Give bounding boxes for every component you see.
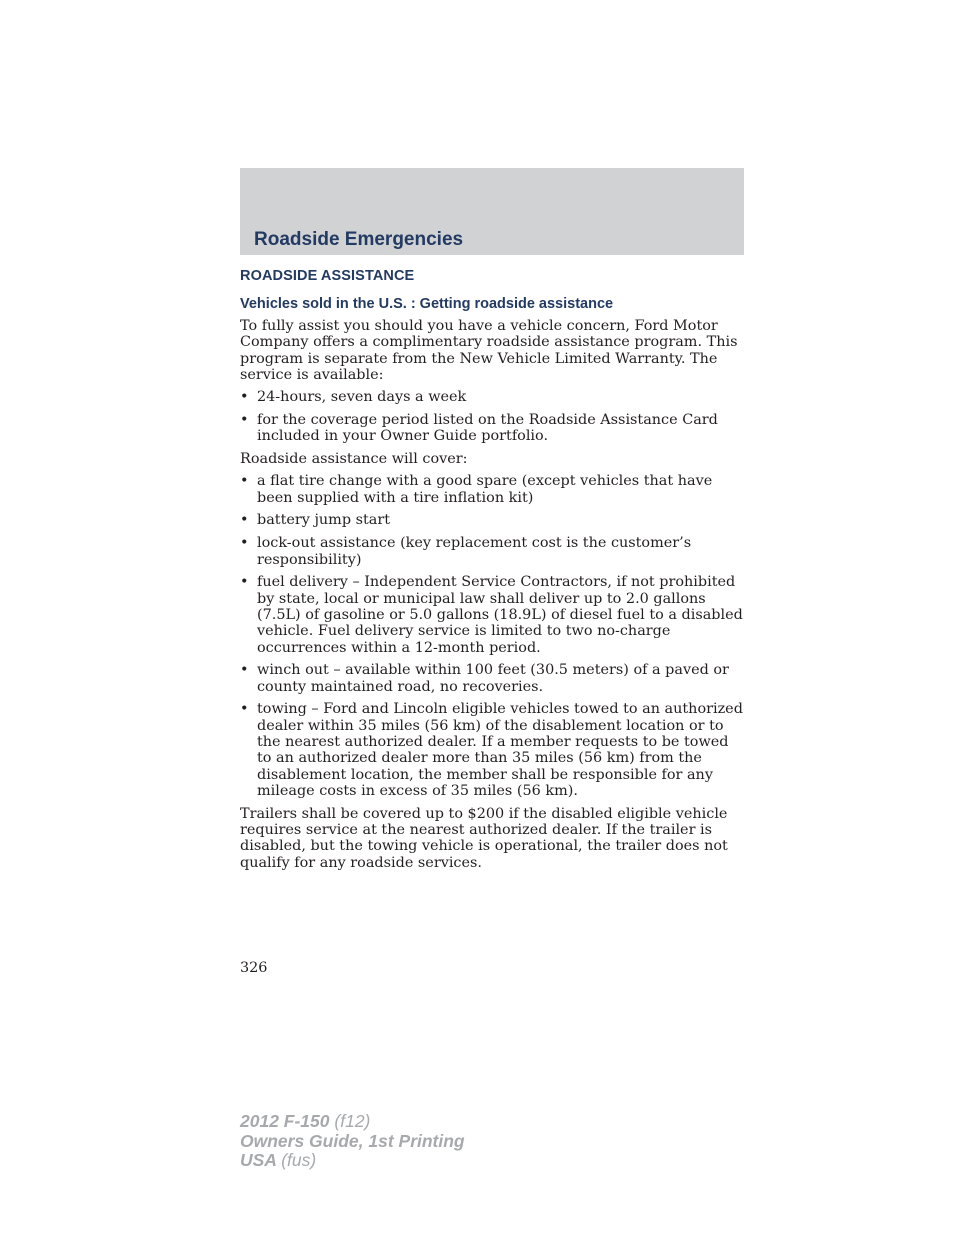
- list-item: • towing – Ford and Lincoln eligible vehicles towed to an authorized dealer within 35 miles (56 km) of the disablement location or to the nearest authorized dealer. If a member requests to be towed to an authorized dealer more than 35 miles (56 km) from the disablement location, the member shall be responsible for any mileage costs in excess of 35 miles (56 km).: [240, 701, 743, 799]
- intro-paragraph: To fully assist you should you have a vehicle concern, Ford Motor Company offers a complimentary roadside assistance program. This program is separate from the New Vehicle Limited Warranty. The service is available:: [240, 318, 738, 383]
- list-item: • winch out – available within 100 feet (30.5 meters) of a paved or county maintained road, no recoveries.: [240, 662, 729, 695]
- bullet-icon: •: [240, 574, 249, 591]
- footer-line-market: USA (fus): [240, 1150, 317, 1170]
- section-title: ROADSIDE ASSISTANCE: [240, 268, 415, 284]
- bullet-icon: •: [240, 662, 249, 679]
- footer-line-model: 2012 F-150 (f12): [240, 1111, 371, 1131]
- document-footer: [240, 1112, 465, 1171]
- page-content: [240, 268, 746, 877]
- bullet-icon: •: [240, 411, 249, 428]
- bullet-icon: •: [240, 512, 249, 529]
- list-item: • a flat tire change with a good spare (except vehicles that have been supplied with a tire inflation kit): [240, 473, 713, 506]
- bullet-icon: •: [240, 701, 249, 718]
- bullet-icon: •: [240, 535, 249, 552]
- list-item: • for the coverage period listed on the Roadside Assistance Card included in your Owner Guide portfolio.: [240, 411, 718, 445]
- page-number: 326: [240, 960, 268, 976]
- subsection-title: Vehicles sold in the U.S. : Getting roadside assistance: [240, 296, 614, 312]
- list-item: • 24-hours, seven days a week: [240, 389, 467, 406]
- list-item: • battery jump start: [240, 512, 391, 529]
- bullet-icon: •: [240, 473, 249, 490]
- cover-intro: Roadside assistance will cover:: [240, 451, 468, 468]
- bullet-icon: •: [240, 389, 249, 406]
- list-item: • fuel delivery – Independent Service Contractors, if not prohibited by state, local or municipal law shall deliver up to 2.0 gallons (7.5L) of gasoline or 5.0 gallons (18.9L) of diesel fuel to a disabled vehicle. Fuel delivery service is limited to two no-charge occurrences within a 12-month period.: [240, 574, 743, 656]
- chapter-header-band: [240, 168, 744, 255]
- chapter-title: Roadside Emergencies: [254, 229, 464, 250]
- trailer-note: Trailers shall be covered up to $200 if the disabled eligible vehicle requires service at the nearest authorized dealer. If the trailer is disabled, but the towing vehicle is operational, the trailer does not qualify for any roadside services.: [240, 805, 728, 871]
- footer-line-guide: Owners Guide, 1st Printing: [240, 1130, 465, 1151]
- list-item: • lock-out assistance (key replacement cost is the customer’s responsibility): [240, 535, 692, 568]
- coverage-list: [240, 473, 746, 799]
- availability-list: [240, 389, 746, 444]
